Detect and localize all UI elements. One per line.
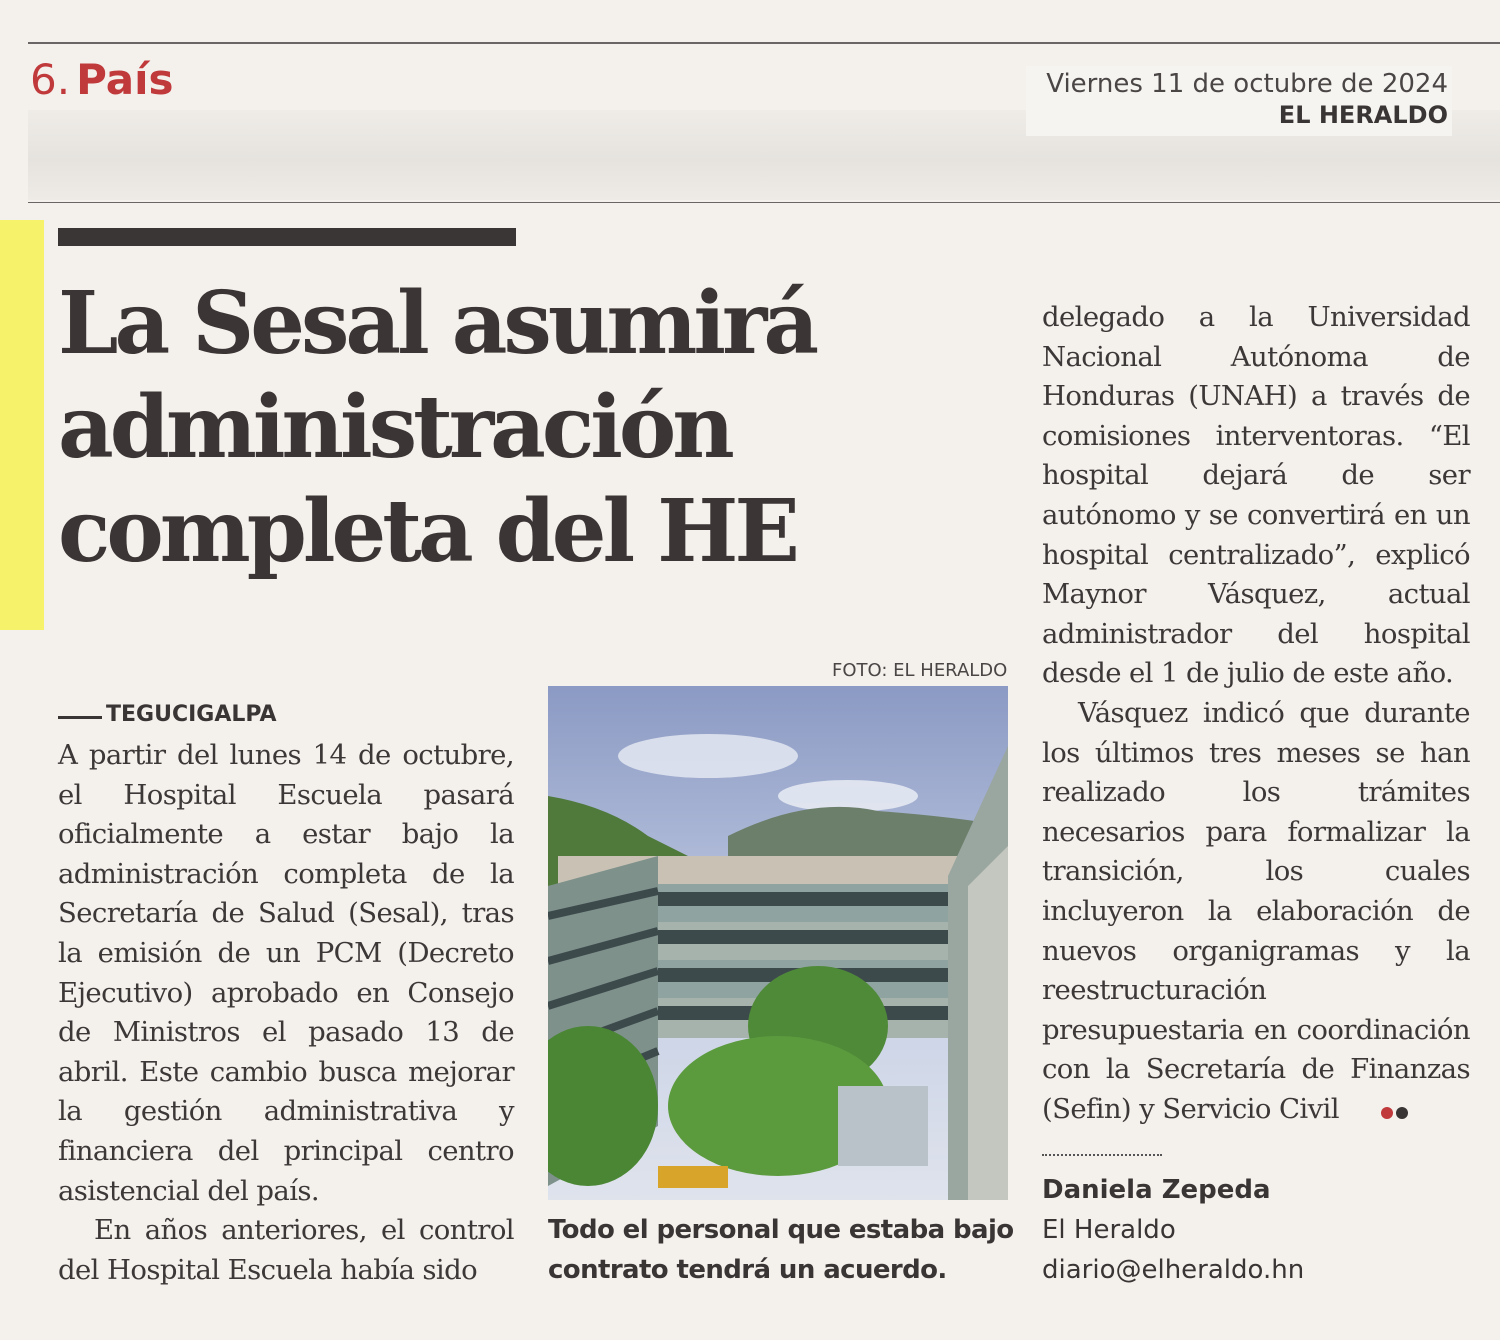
headline-line-1: La Sesal asumirá [58,273,816,374]
highlighter-mark [0,220,44,630]
author-outlet: El Heraldo [1042,1215,1176,1245]
section-name: País [76,55,174,104]
col1-paragraph-1: A partir del lunes 14 de octubre, el Hospital Escuela pasará oficialmente a estar bajo la administración completa de la Secretaría de Salud (Sesal), tras la emisión de un PCM (Decreto Ejecutivo) aprobado en Consejo de Ministros el pasado 13 de abril. Este cambio busca mejorar la gestión administrativa y financiera del principal centro asistencial del país. [58,739,514,1207]
article-column-3 [1042,298,1470,1130]
dateline-text: TEGUCIGALPA [106,702,277,727]
author-name: Daniela Zepeda [1042,1175,1271,1205]
dateline-dash [58,716,102,719]
hospital-building-image [548,686,1008,1200]
headline-line-3: completa del HE [58,481,796,582]
signature-rule [1042,1154,1162,1156]
headline-bar [58,228,516,246]
hospital-photo [548,686,1008,1200]
article-column-1 [58,736,514,1290]
headline-line-2: administración [58,377,731,478]
photo-caption: Todo el personal que estaba bajo contrato tendrá un acuerdo. [548,1215,1014,1285]
author-email: diario@elheraldo.hn [1042,1255,1305,1285]
newspaper-name: EL HERALDO [1278,101,1448,129]
col1-paragraph-2: En años anteriores, el control del Hospital Escuela había sido [58,1214,514,1286]
page-number: 6. [30,55,71,104]
end-dot-red [1381,1107,1393,1119]
date-block [1026,66,1452,136]
end-dot-dark [1396,1107,1408,1119]
issue-date: Viernes 11 de octubre de 2024 [1046,69,1448,99]
byline [1042,1170,1304,1290]
top-rule [28,42,1500,44]
header-bottom-rule [28,202,1500,203]
photo-credit: FOTO: EL HERALDO [832,660,1008,681]
headline [58,272,958,584]
page-section-label [30,54,173,106]
dateline [58,702,277,727]
col3-paragraph-2-text: Vásquez indicó que durante los últimos tres meses se han realizado los trámites necesarios para formalizar la transición, los cuales incluyeron la elaboración de nuevos organigramas y la reestructuración presupuestaria en coordinación con la Secretaría de Finanzas (Sefin) y Servicio Civil [1042,696,1470,1125]
col3-paragraph-1: delegado a la Universidad Nacional Autónoma de Honduras (UNAH) a través de comisiones interventoras. “El hospital dejará de ser autónomo y se convertirá en un hospital centralizado”, explicó Maynor Vásquez, actual administrador del hospital desde el 1 de julio de este año. [1042,301,1470,690]
end-of-article-dots [1345,1091,1411,1131]
col3-paragraph-2 [1042,694,1470,1130]
